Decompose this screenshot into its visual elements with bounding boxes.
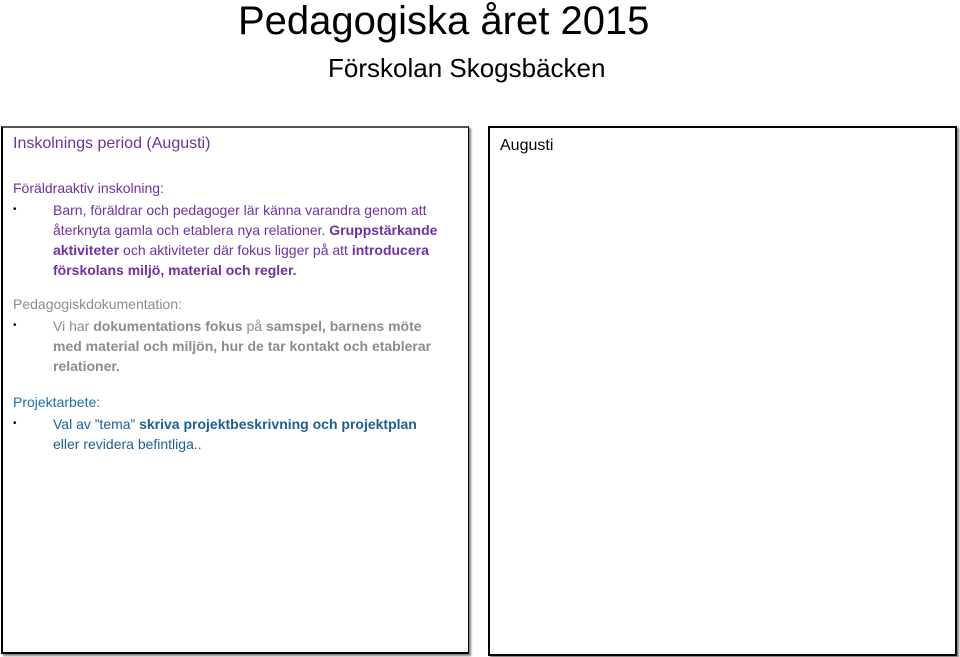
section-label-projektarbete: Projektarbete: bbox=[13, 394, 101, 410]
section-label-pedagogisk: Pedagogiskdokumentation: bbox=[13, 296, 182, 312]
page-title: Pedagogiska året 2015 bbox=[238, 0, 650, 43]
augusti-panel bbox=[488, 126, 957, 656]
bullet-icon: • bbox=[13, 320, 17, 331]
page-subtitle: Förskolan Skogsbäcken bbox=[328, 53, 606, 83]
bullet-icon: • bbox=[13, 418, 17, 429]
panel-heading: Inskolnings period (Augusti) bbox=[13, 135, 211, 152]
bullet-icon: • bbox=[13, 204, 17, 215]
inskolning-panel: Inskolnings period (Augusti) Föräldraaktiv inskolning: • Barn, föräldrar och pedagoger lär känna varandra genom att återknyta gamla och etablera nya relationer. Gruppstärkande aktiviteter och aktiviteter där fokus ligger på att introducera förskolans miljö, material och regler. Pedagogiskdokumentation: • Vi har dokumentations fokus på samspel, barnens möte med material och miljön, hur de tar kontakt och etablerar relationer. Projektarbete: • Val av ”tema” skriva projektbeskrivning och projektplan eller revidera befintliga.. bbox=[1, 126, 469, 654]
section-label-foraldraaktiv: Föräldraaktiv inskolning: bbox=[13, 180, 164, 196]
panel-heading-augusti: Augusti bbox=[500, 137, 554, 154]
